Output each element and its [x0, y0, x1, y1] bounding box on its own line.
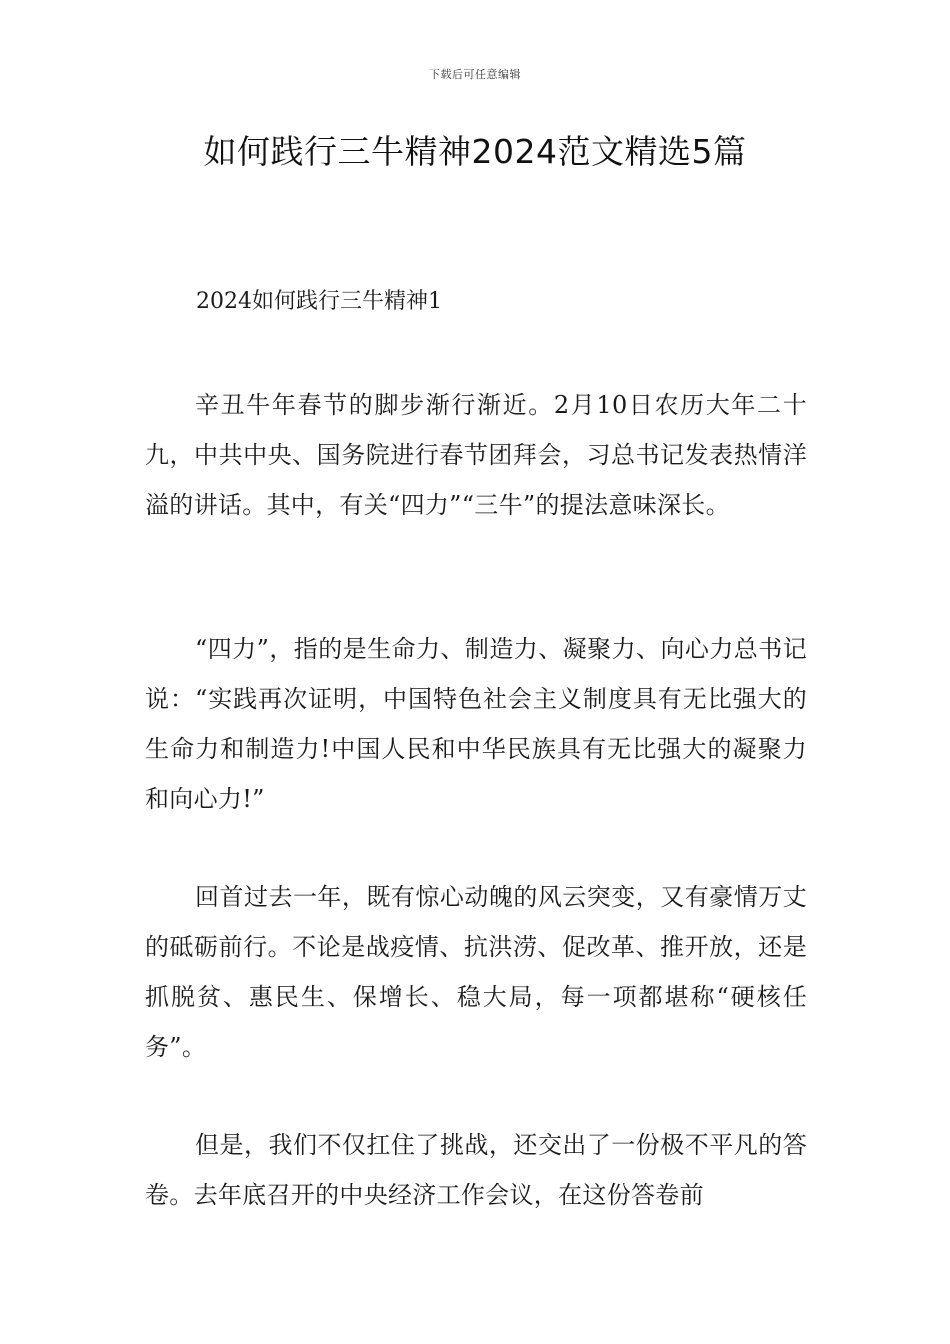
document-title: 如何践行三牛精神2024范文精选5篇: [203, 132, 747, 171]
paragraph: 回首过去一年，既有惊心动魄的风云突变，又有豪情万丈的砥砺前行。不论是战疫情、抗洪涝、促改革、推开放，还是抓脱贫、惠民生、保增长、稳大局，每一项都堪称“硬核任务”。: [145, 883, 807, 1061]
section-heading: 2024如何践行三牛精神1: [196, 289, 442, 314]
paragraph: 但是，我们不仅扛住了挑战，还交出了一份极不平凡的答卷。去年底召开的中央经济工作会议，在这份答卷前: [145, 1131, 807, 1209]
header-note: 下载后可任意编辑: [429, 68, 521, 81]
paragraph: “四力”，指的是生命力、制造力、凝聚力、向心力总书记说：“实践再次证明，中国特色社会主义制度具有无比强大的生命力和制造力!中国人民和中华民族具有无比强大的凝聚力和向心力!”: [145, 635, 807, 813]
paragraph: 辛丑牛年春节的脚步渐行渐近。2月10日农历大年二十九，中共中央、国务院进行春节团拜会，习总书记发表热情洋溢的讲话。其中，有关“四力”“三牛”的提法意味深长。: [145, 391, 807, 519]
